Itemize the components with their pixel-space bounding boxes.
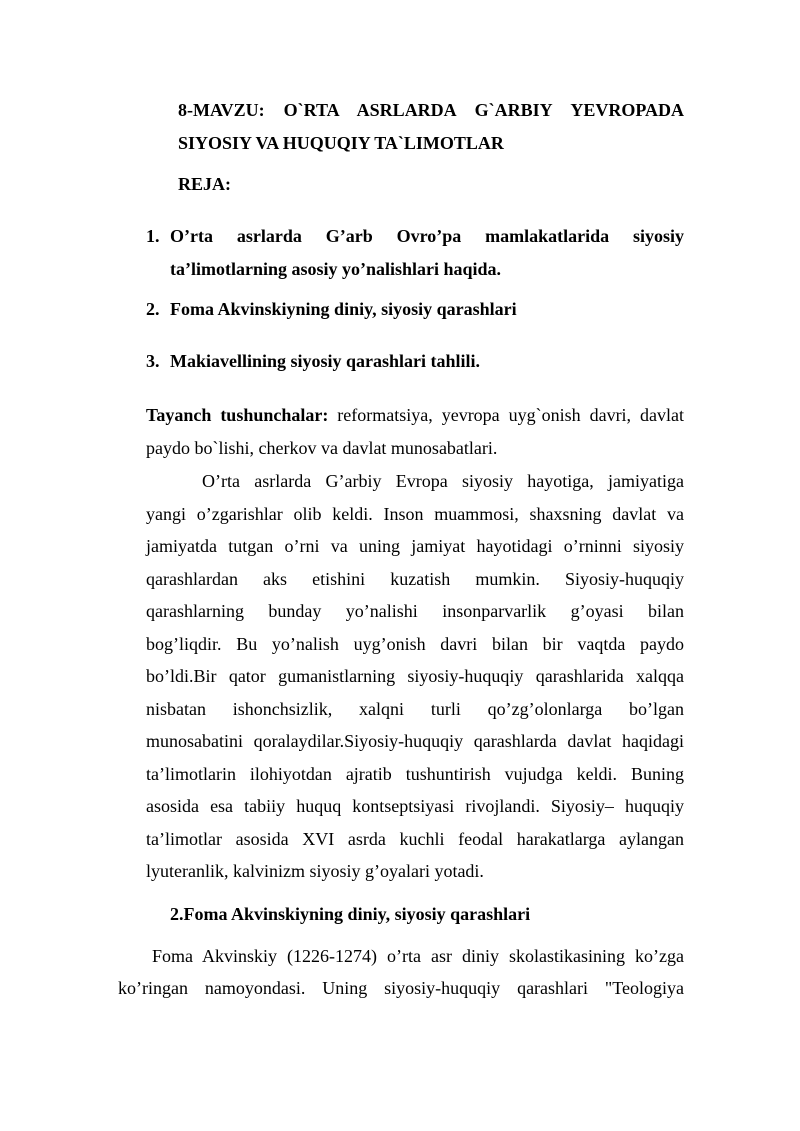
body-paragraph-line: lyuteranlik, kalvinizm siyosiy g’oyalari yotadi.: [146, 861, 484, 881]
key-concepts-label: Tayanch tushunchalar:: [146, 405, 329, 425]
plan-item-number: 2.: [146, 299, 160, 319]
body-paragraph-line: qarashlarning bunday yo’nalishi insonparvarlik g’oyasi bilan: [146, 601, 684, 621]
plan-item-1: [146, 226, 684, 286]
key-concepts-paragraph: [146, 404, 684, 469]
body-paragraph-line: ta’limotlarin ilohiyotdan ajratib tushuntirish vujudga keldi. Buning: [146, 763, 684, 784]
plan-item-number: 3.: [146, 351, 160, 371]
body-paragraph-line: bo’ldi.Bir qator gumanistlarning siyosiy-huquqiy qarashlarida xalqqa: [146, 666, 684, 686]
plan-item-text-line: O’rta asrlarda G’arb Ovro’pa mamlakatlarida siyosiy: [170, 226, 684, 246]
body-paragraph-line: jamiyatda tutgan o’rni va uning jamiyat hayotidagi o’rninni siyosiy: [146, 536, 684, 556]
plan-item-text: Makiavellining siyosiy qarashlari tahlili.: [170, 351, 481, 371]
body-paragraph-line: qarashlardan aks etishini kuzatish mumkin. Siyosiy-huquqiy: [146, 568, 684, 589]
body-paragraph-line: ta’limotlar asosida XVI asrda kuchli feodal harakatlarga aylangan: [146, 828, 684, 849]
plan-item-number: 1.: [146, 226, 160, 246]
plan-item-text: Foma Akvinskiyning diniy, siyosiy qarashlari: [170, 299, 517, 319]
key-concepts-line-1: [146, 404, 684, 437]
plan-item-text-line: ta’limotlarning asosiy yo’nalishlari haqida.: [170, 259, 502, 279]
foma-paragraph-line: ko’ringan namoyondasi. Uning siyosiy-huquqiy qarashlari "Teologiya: [118, 978, 684, 998]
body-paragraph-line: nisbatan ishonchsizlik, xalqni turli qo’zg’olonlarga bo’lgan: [146, 698, 684, 719]
body-paragraph-line: O’rta asrlarda G’arbiy Evropa siyosiy hayotiga, jamiyatiga: [202, 471, 684, 491]
body-paragraph-line: munosabatini qoralaydilar.Siyosiy-huquqiy qarashlarda davlat haqidagi: [146, 731, 684, 751]
body-paragraph-line: yangi o’zgarishlar olib keldi. Inson muammosi, shaxsning davlat va: [146, 503, 684, 524]
document-title-line-1: 8-MAVZU: O`RTA ASRLARDA G`ARBIY YEVROPADA: [178, 100, 684, 120]
foma-paragraph: [118, 945, 684, 1009]
plan-heading: REJA:: [178, 174, 231, 194]
body-paragraph-line: asosida esa tabiiy huquq kontseptsiyasi rivojlandi. Siyosiy– huquqiy: [146, 796, 684, 816]
foma-paragraph-line: Foma Akvinskiy (1226-1274) o’rta asr diniy skolastikasining ko’zga: [152, 946, 684, 966]
key-concepts-text: reformatsiya, yevropa uyg`onish davri, davlat: [328, 405, 684, 425]
document-title-line-2: SIYOSIY VA HUQUQIY TA`LIMOTLAR: [178, 133, 504, 153]
body-paragraph-line: bog’liqdir. Bu yo’nalish uyg’onish davri bilan bir vaqtda paydo: [146, 633, 684, 654]
key-concepts-line-2: paydo bo`lishi, cherkov va davlat munosabatlari.: [146, 437, 498, 458]
body-paragraph: [146, 470, 684, 893]
section-heading: 2.Foma Akvinskiyning diniy, siyosiy qarashlari: [170, 904, 531, 924]
